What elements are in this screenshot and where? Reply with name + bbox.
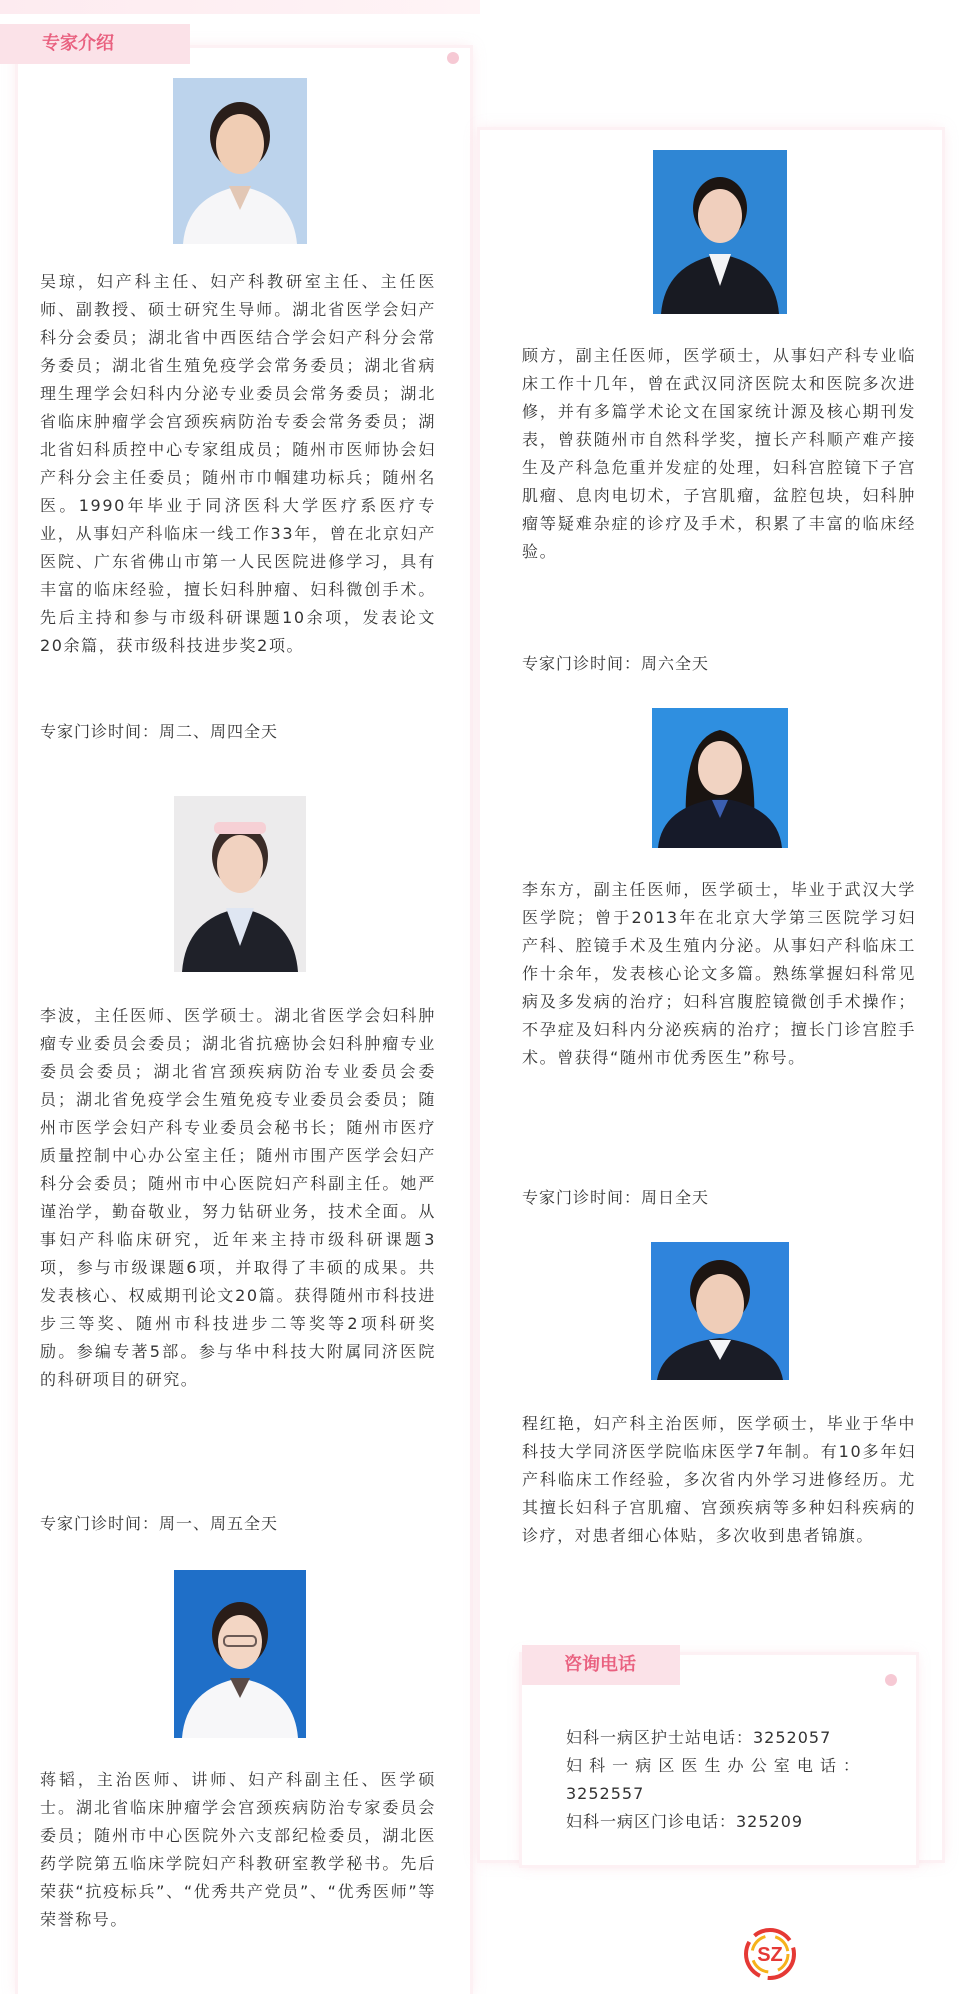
- brand-logo: [740, 1924, 800, 1988]
- expert-6-bio: 程红艳，妇产科主治医师，医学硕士，毕业于华中科技大学同济医学院临床医学7年制。有10多年妇产科临床工作经验，多次省内外学习进修经历。尤其擅长妇科子宫肌瘤、宫颈疾病等多种妇科疾病的诊疗，对患者细心体贴，多次收到患者锦旗。: [522, 1414, 916, 1545]
- contact-nurse-station: 妇科一病区护士站电话：3252057: [566, 1728, 832, 1747]
- doctor-portrait-icon: [174, 1570, 306, 1738]
- section-title-tag: [0, 24, 190, 64]
- expert-1-bio: 吴琼，妇产科主任、妇产科教研室主任、主任医师、副教授、硕士研究生导师。湖北省医学会妇产科分会委员；湖北省中西医结合学会妇产科分会常务委员；湖北省生殖免疫学会常务委员；湖北省病理生理学会妇科内分泌专业委员会常务委员；湖北省临床肿瘤学会宫颈疾病防治专委会常务委员；湖北省妇科质控中心专家组成员；随州市医师协会妇产科分会主任委员；随州市巾帼建功标兵；随州名医。1990年毕业于同济医科大学医疗系医疗专业，从事妇产科临床一线工作33年，曾在北京妇产医院、广东省佛山市第一人民医院进修学习，具有丰富的临床经验，擅长妇科肿瘤、妇科微创手术。先后主持和参与市级科研课题10余项，发表论文20余篇，获市级科技进步奖2项。: [40, 272, 436, 655]
- contact-outpatient: 妇科一病区门诊电话：325209: [566, 1812, 804, 1831]
- expert-5-photo: [652, 708, 788, 848]
- expert-3-photo: [174, 1570, 306, 1738]
- doctor-portrait-icon: [653, 150, 787, 314]
- doctor-portrait-icon: [173, 78, 307, 244]
- expert-2-clinic-time: 专家门诊时间：周一、周五全天: [40, 1514, 279, 1533]
- decor-dot: [447, 52, 459, 64]
- doctor-portrait-icon: [174, 796, 306, 972]
- expert-4-photo: [653, 150, 787, 314]
- expert-2-bio: 李波，主任医师、医学硕士。湖北省医学会妇科肿瘤专业委员会委员；湖北省抗癌协会妇科肿瘤专业委员会委员；湖北省宫颈疾病防治专业委员会委员；湖北省免疫学会生殖免疫专业委员会委员；随州市医学会妇产科专业委员会秘书长；随州市医疗质量控制中心办公室主任；随州市围产医学会妇产科分会委员；随州市中心医院妇产科副主任。她严谨治学，勤奋敬业，努力钻研业务，技术全面。从事妇产科临床研究，近年来主持市级科研课题3项，参与市级课题6项，并取得了丰硕的成果。共发表核心、权威期刊论文20篇。获得随州市科技进步三等奖、随州市科技进步二等奖等2项科研奖励。参编专著5部。参与华中科技大附属同济医院的科研项目的研究。: [40, 1006, 436, 1389]
- contact-doctor-office: 妇 科 一 病 区 医 生 办 公 室 电 话 ：: [566, 1756, 861, 1775]
- contact-doctor-office-number: 3252557: [566, 1784, 645, 1803]
- contact-title-tag: [522, 1645, 680, 1685]
- top-decoration-strip: [0, 0, 480, 14]
- expert-1-photo: [173, 78, 307, 244]
- expert-3-bio: 蒋韬，主治医师、讲师、妇产科副主任、医学硕士。湖北省临床肿瘤学会宫颈疾病防治专家委员会委员；随州市中心医院外六支部纪检委员，湖北医药学院第五临床学院妇产科教研室教学秘书。先后荣获“抗疫标兵”、“优秀共产党员”、“优秀医师”等荣誉称号。: [40, 1770, 436, 1929]
- brand-logo-icon: [740, 1924, 800, 1984]
- doctor-portrait-icon: [651, 1242, 789, 1380]
- contact-title: 咨询电话: [564, 1654, 636, 1675]
- expert-4-clinic-time: 专家门诊时间：周六全天: [522, 654, 710, 673]
- expert-6-photo: [651, 1242, 789, 1380]
- expert-5-bio: 李东方，副主任医师，医学硕士，毕业于武汉大学医学院；曾于2013年在北京大学第三医院学习妇产科、腔镜手术及生殖内分泌。从事妇产科临床工作十余年，发表核心论文多篇。熟练掌握妇科常见病及多发病的治疗；妇科宫腹腔镜微创手术操作；不孕症及妇科内分泌疾病的治疗；擅长门诊宫腔手术。曾获得“随州市优秀医生”称号。: [522, 880, 916, 1067]
- expert-1-clinic-time: 专家门诊时间：周二、周四全天: [40, 722, 279, 741]
- section-title: 专家介绍: [42, 33, 114, 54]
- expert-2-photo: [174, 796, 306, 972]
- expert-4-bio: 顾方，副主任医师，医学硕士，从事妇产科专业临床工作十几年，曾在武汉同济医院太和医院多次进修，并有多篇学术论文在国家统计源及核心期刊发表，曾获随州市自然科学奖，擅长产科顺产难产接生及产科急危重并发症的处理，妇科宫腔镜下子宫肌瘤、息肉电切术，子宫肌瘤，盆腔包块，妇科肿瘤等疑难杂症的诊疗及手术，积累了丰富的临床经验。: [522, 346, 916, 561]
- expert-5-clinic-time: 专家门诊时间：周日全天: [522, 1188, 710, 1207]
- doctor-portrait-icon: [652, 708, 788, 848]
- logo-text: SZ: [757, 1944, 783, 1966]
- decor-dot: [885, 1674, 897, 1686]
